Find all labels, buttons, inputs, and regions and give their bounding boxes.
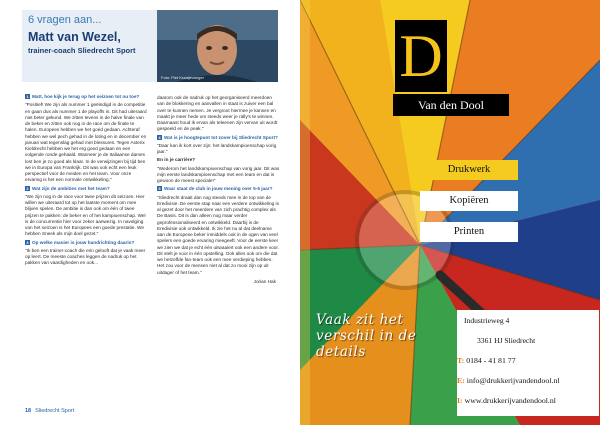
question-text: Op welke manier is jouw handrichting daarin? (32, 239, 135, 245)
answer-5: "Sliedrecht draait dan nog steeds mee in de top van de Eredivisie. De eerste stap naar een verdere ontwikkeling is al gezet door het meerdere van zich prachtig complex als De Basis. Dit is dan alleen nog maar verder geprofessionaliseerd en ontwikkeld. Daarbij is de Eredivisie ook ontwikkeld. Ik zie het nu al dat deelname aan de Europese beker inmiddels ook in de ogen van veel spelers een goede ervaring meegeeft. Voor de eerste keer we zien we dat je echt één uitwaaiert ook een andere voor. Dit stelt je voor in één opstelling. Ook alles ook om die dat we hetzelfde fan-team ook een mee verdieping hebben. Het zou voor de mensen niet al dat zo mooi zijn op uit uitdager of het team." (157, 194, 279, 275)
phone-label: T: (457, 356, 465, 365)
page-number: 18 (25, 408, 32, 414)
photo-credit: Foto: Piet Kraaijevanger (161, 75, 204, 80)
coach-photo (157, 10, 278, 82)
answer-1: "Positief! We zijn als nummer 1 geëindigd in de competitie en gaan dus als nummer 1 de playoffs in. Dit had uiteraard niet beter gekund. We zitten tevens in de halve finale van de beker en zitten ook nog in de race om de finale te halen. Europees hebben we het goed gedaan. Achteraf hebben we wel pech gehad in de loting en in december en januari wat tegenslag gehad met blessures. Tegen Asterix Kieldrecht hebben we het erg goed gedaan en een volgende ronde gehaald. Wanneer je de Italiaanse dames lost ben je zo goed als klaar. In de verwijzingen bij tijd ben we in Europa van Frankrijk. Dit was ook echt een leuk perspectief voor de meiden en het team. Voor onze ervaring is het een normale ontwikkeling." (25, 102, 147, 183)
answer-4: "Daar kan ik kort over zijn: het landskampioenschap vorig jaar." (157, 142, 277, 154)
question-number: 2 (26, 185, 29, 191)
ad-slogan: Vaak zit het verschil in de details (316, 312, 417, 360)
brand-logo-letter: D (395, 20, 447, 92)
advertisement-page (300, 0, 600, 425)
question-4 (157, 135, 280, 141)
brand-name: Van den Dool (393, 94, 509, 116)
question-text: Waar staat de club in jouw mening over 5-5 jaar? (164, 186, 273, 192)
email-label: E: (457, 376, 465, 385)
email-address[interactable]: info@drukkerijvandendool.nl (466, 376, 560, 385)
answer-2: "We zijn nog in de race voor twee prijzen dit seizoen. Hier willen we uiteraard tot op het laatste moment om mee blijven spelen. De ambitie is dan ook om één of twee prijzen te pakken: de beker en of het kampioenschap. Wel is de concurrentie hier voor zeker aanwezig. In navolging van het seizoen is het Europees een goede prestatie. We hebben Sneek als mijn doel gezet." (25, 193, 146, 237)
article-header (22, 10, 162, 82)
article-kicker: 6 vragen aan... (28, 14, 102, 26)
interviewee-role: trainer-coach Sliedrecht Sport (28, 46, 136, 55)
question-2 (25, 186, 148, 192)
question-number: 4 (158, 134, 161, 140)
question-4b: En in je carrière? (157, 157, 196, 163)
question-text: Matt, hoe kijk je terug op het seizoen tot nu toe? (32, 94, 140, 99)
question-1 (25, 94, 148, 100)
article-column-1 (25, 92, 148, 269)
question-5 (157, 186, 280, 192)
contact-block (457, 310, 599, 416)
email-line (457, 376, 560, 385)
question-number: 1 (26, 94, 29, 99)
service-printen: Printen (420, 222, 518, 242)
website-url[interactable]: www.drukkerijvandendool.nl (464, 396, 556, 405)
address-line: Industrieweg 4 (464, 316, 510, 325)
postal-line: 3361 HJ Sliedrecht (477, 336, 536, 345)
answer-3-continued: daarom ook de nadruk op het georganiseerd meerdoen van de blokkering en aanvallen in staat is zuiver een bal over te kunnen nemen. Je vergroot hiermee je kansen en maakt je meer hede om steeds weer je rally's te winnen. Daarnaast houd ik ervan als teleenen zijn vervan uit wordt gespeeld en de peak." (157, 95, 278, 132)
web-label: I: (457, 396, 463, 405)
question-3 (25, 240, 148, 246)
footer-label: Sliedrecht Sport (35, 408, 75, 414)
answer-3: "Ik ben een trainer-coach die erin gelooft dat je vaak meer op leert. De meeste coaches leggen de nadruk op het pakken van vaardigheden en ook... (25, 247, 146, 266)
coach-portrait-image (157, 10, 278, 82)
phone-line (457, 356, 516, 365)
question-number: 3 (26, 239, 29, 245)
interviewee-name: Matt van Wezel, (28, 30, 121, 44)
service-kopieren: Kopiëren (420, 191, 518, 211)
web-line (457, 396, 556, 405)
question-text: Wat is je hoogtepunt tot zover bij Sliedrecht Sport? (164, 134, 278, 140)
question-number: 5 (158, 186, 161, 192)
phone-number: 0184 - 41 81 77 (466, 356, 516, 365)
article-column-2 (157, 95, 280, 287)
page-footer (25, 408, 74, 414)
author-signature: Jorian Hak (253, 278, 276, 284)
service-drukwerk: Drukwerk (420, 160, 518, 180)
answer-4b: "Wederom het landskampioenschap van vorig jaar. Dit was mijn eerste landskampioenschap met een team en dat is gewoon de meest speciale!" (157, 165, 280, 183)
question-text: Wat zijn de ambities met het team? (32, 185, 110, 191)
